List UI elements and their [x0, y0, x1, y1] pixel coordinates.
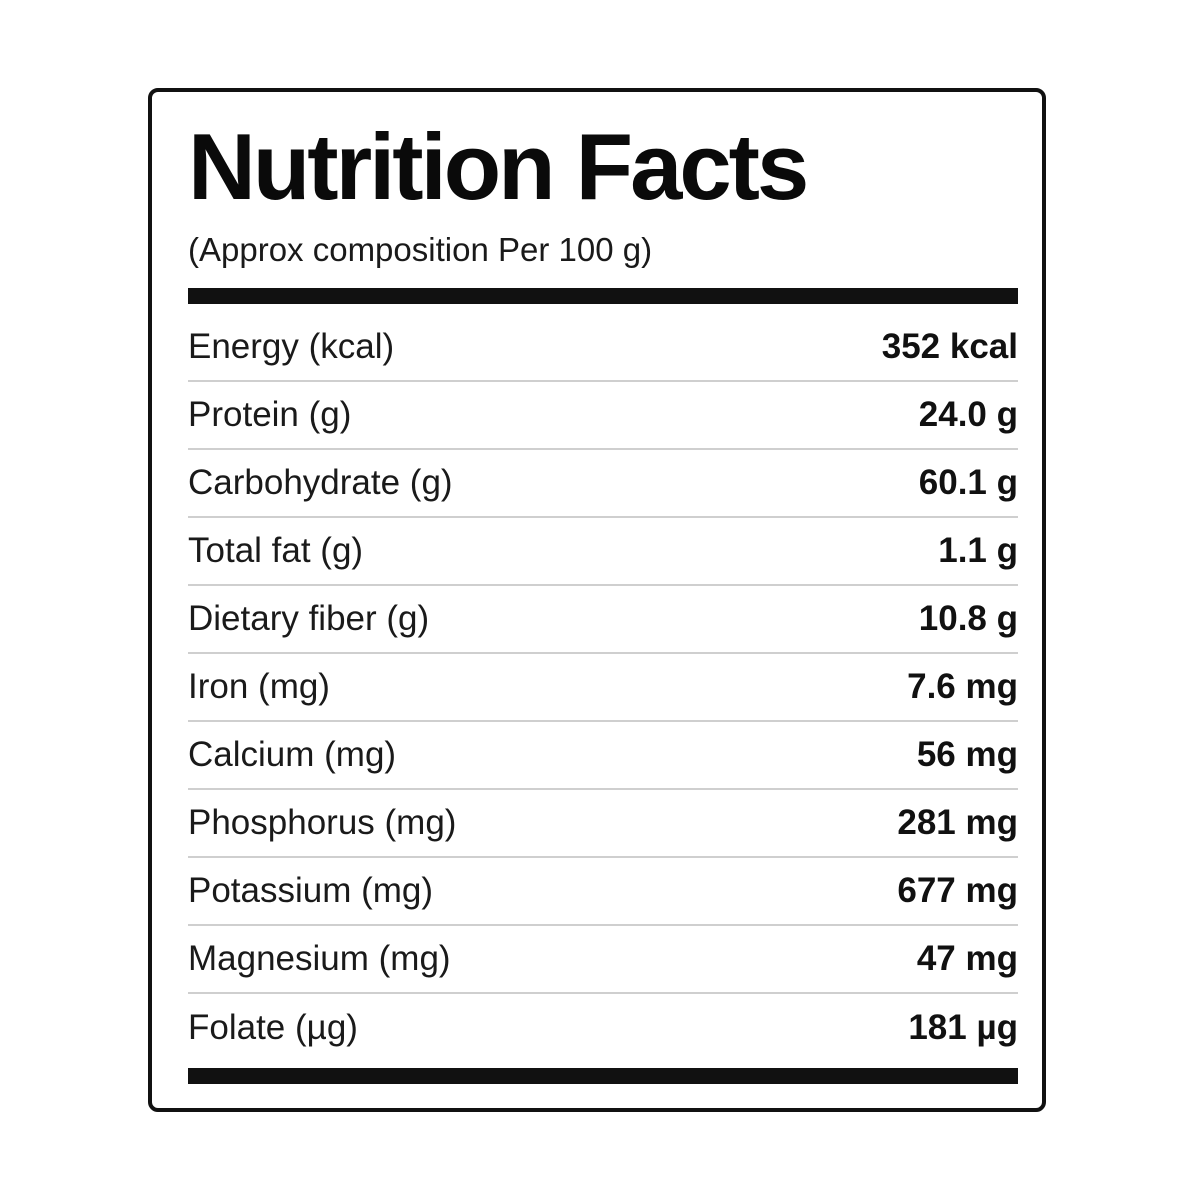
nutrient-name: Energy (kcal) [188, 327, 395, 366]
nutrient-amount: 60.1 g [918, 463, 1018, 502]
nutrient-name: Total fat (g) [188, 531, 364, 570]
nutrient-name: Magnesium (mg) [188, 939, 451, 978]
nutrient-row-total-fat [188, 518, 1018, 586]
nutrient-row-potassium [188, 858, 1018, 926]
nutrient-amount: 24.0 g [918, 395, 1018, 434]
nutrient-name: Protein (g) [188, 395, 352, 434]
nutrition-facts-panel [148, 88, 1046, 1112]
nutrient-amount: 1.1 g [938, 531, 1018, 570]
top-thick-divider [188, 288, 1018, 304]
nutrient-row-carbohydrate [188, 450, 1018, 518]
nutrient-amount: 10.8 g [918, 599, 1018, 638]
nutrient-name: Phosphorus (mg) [188, 803, 457, 842]
label-subtitle: (Approx composition Per 100 g) [188, 231, 653, 268]
bottom-thick-divider [188, 1068, 1018, 1084]
nutrient-row-iron [188, 654, 1018, 722]
nutrient-amount: 677 mg [897, 871, 1018, 910]
nutrient-amount: 352 kcal [881, 327, 1018, 366]
nutrient-amount: 56 mg [916, 735, 1018, 774]
nutrient-amount: 281 mg [897, 803, 1018, 842]
nutrient-row-folate [188, 994, 1018, 1062]
nutrient-name: Calcium (mg) [188, 735, 397, 774]
nutrient-row-phosphorus [188, 790, 1018, 858]
nutrient-name: Dietary fiber (g) [188, 599, 430, 638]
nutrient-name: Carbohydrate (g) [188, 463, 453, 502]
nutrient-list [188, 314, 1018, 1062]
nutrient-row-dietary-fiber [188, 586, 1018, 654]
nutrient-name: Potassium (mg) [188, 871, 434, 910]
label-title: Nutrition Facts [188, 114, 807, 219]
nutrient-name: Iron (mg) [188, 667, 330, 706]
nutrient-row-protein [188, 382, 1018, 450]
nutrient-row-calcium [188, 722, 1018, 790]
nutrient-amount: 7.6 mg [907, 667, 1018, 706]
nutrient-name: Folate (µg) [188, 1008, 358, 1047]
nutrient-amount: 181 µg [908, 1008, 1018, 1047]
nutrient-row-magnesium [188, 926, 1018, 994]
nutrient-amount: 47 mg [916, 939, 1018, 978]
nutrient-row-energy [188, 314, 1018, 382]
